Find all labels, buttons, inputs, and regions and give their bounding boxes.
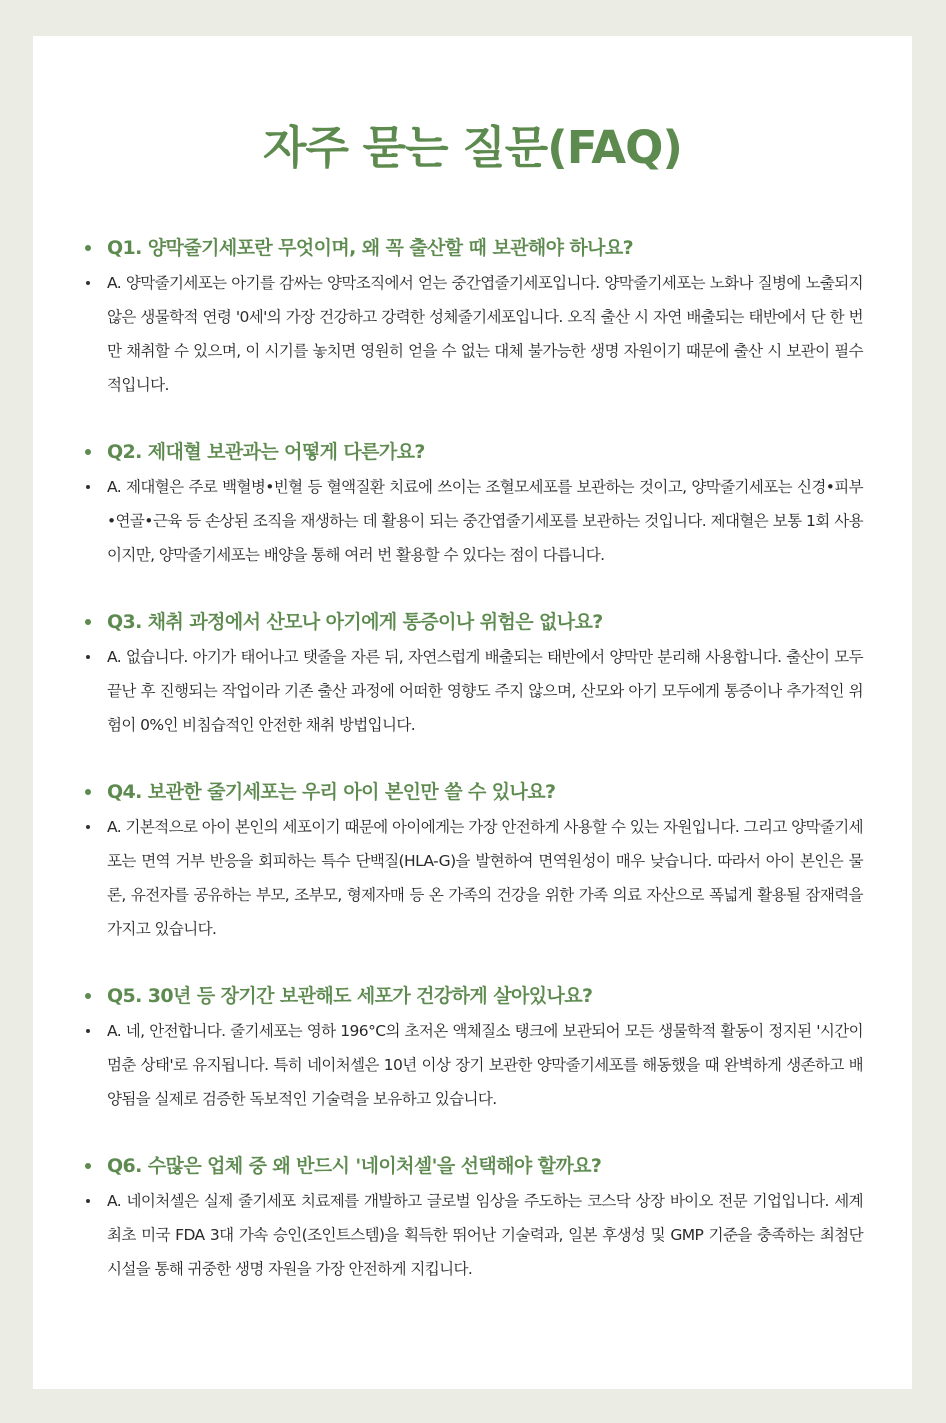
faq-question-text: Q3. 채취 과정에서 산모나 아기에게 통증이나 위험은 없나요? — [107, 611, 603, 633]
faq-item — [85, 232, 863, 402]
faq-item — [85, 1150, 863, 1286]
faq-question — [85, 1150, 863, 1182]
faq-item — [85, 980, 863, 1116]
bullet-icon — [85, 789, 91, 795]
bullet-icon — [86, 655, 90, 659]
faq-answer-text: A. 기본적으로 아이 본인의 세포이기 때문에 아이에게는 가장 안전하게 사용할 수 있는 자원입니다. 그리고 양막줄기세포는 면역 거부 반응을 회피하는 특수 단백질(HLA-G)을 발현하여 면역원성이 매우 낮습니다. 따라서 아이 본인은 물론, 유전자를 공유하는 부모, 조부모, 형제자매 등 온 가족의 건강을 위한 가족 의료 자산으로 폭넓게 활용될 잠재력을 가지고 있습니다. — [107, 818, 863, 938]
faq-answer — [85, 640, 863, 742]
bullet-icon — [85, 619, 91, 625]
faq-answer-text: A. 네이처셀은 실제 줄기세포 치료제를 개발하고 글로벌 임상을 주도하는 코스닥 상장 바이오 전문 기업입니다. 세계 최초 미국 FDA 3대 가속 승인(조인트스템)을 획득한 뛰어난 기술력과, 일본 후생성 및 GMP 기준을 충족하는 최첨단 시설을 통해 귀중한 생명 자원을 가장 안전하게 지킵니다. — [107, 1192, 863, 1278]
bullet-icon — [85, 449, 91, 455]
faq-question-text: Q5. 30년 등 장기간 보관해도 세포가 건강하게 살아있나요? — [107, 985, 593, 1007]
faq-answer — [85, 470, 863, 572]
page-title: 자주 묻는 질문(FAQ) — [263, 121, 682, 174]
faq-question — [85, 232, 863, 264]
faq-item — [85, 606, 863, 742]
faq-answer — [85, 266, 863, 402]
bullet-icon — [85, 245, 91, 251]
bullet-icon — [86, 825, 90, 829]
bullet-icon — [86, 1029, 90, 1033]
faq-list — [85, 232, 863, 1320]
faq-question — [85, 776, 863, 808]
faq-question-text: Q1. 양막줄기세포란 무엇이며, 왜 꼭 출산할 때 보관해야 하나요? — [107, 237, 634, 259]
faq-answer-text: A. 네, 안전합니다. 줄기세포는 영하 196°C의 초저온 액체질소 탱크에 보관되어 모든 생물학적 활동이 정지된 '시간이 멈춘 상태'로 유지됩니다. 특히 네이처셀은 10년 이상 장기 보관한 양막줄기세포를 해동했을 때 완벽하게 생존하고 배양됨을 실제로 검증한 독보적인 기술력을 보유하고 있습니다. — [107, 1022, 863, 1108]
faq-answer — [85, 1014, 863, 1116]
faq-question-text: Q6. 수많은 업체 중 왜 반드시 '네이처셀'을 선택해야 할까요? — [107, 1155, 602, 1177]
faq-question-text: Q4. 보관한 줄기세포는 우리 아이 본인만 쓸 수 있나요? — [107, 781, 556, 803]
faq-answer-text: A. 제대혈은 주로 백혈병•빈혈 등 혈액질환 치료에 쓰이는 조혈모세포를 보관하는 것이고, 양막줄기세포는 신경•피부•연골•근육 등 손상된 조직을 재생하는 데 활용이 되는 중간엽줄기세포를 보관하는 것입니다. 제대혈은 보통 1회 사용이지만, 양막줄기세포는 배양을 통해 여러 번 활용할 수 있다는 점이 다릅니다. — [107, 478, 863, 564]
faq-answer — [85, 810, 863, 946]
faq-item — [85, 436, 863, 572]
bullet-icon — [85, 1163, 91, 1169]
faq-question — [85, 980, 863, 1012]
bullet-icon — [86, 281, 90, 285]
faq-item — [85, 776, 863, 946]
faq-card — [33, 36, 912, 1389]
faq-question — [85, 436, 863, 468]
faq-question-text: Q2. 제대혈 보관과는 어떻게 다른가요? — [107, 441, 425, 463]
bullet-icon — [86, 485, 90, 489]
faq-answer — [85, 1184, 863, 1286]
bullet-icon — [85, 993, 91, 999]
faq-question — [85, 606, 863, 638]
faq-answer-text: A. 양막줄기세포는 아기를 감싸는 양막조직에서 얻는 중간엽줄기세포입니다. 양막줄기세포는 노화나 질병에 노출되지 않은 생물학적 연령 '0세'의 가장 건강하고 강력한 성체줄기세포입니다. 오직 출산 시 자연 배출되는 태반에서 단 한 번만 채취할 수 있으며, 이 시기를 놓치면 영원히 얻을 수 없는 대체 불가능한 생명 자원이기 때문에 출산 시 보관이 필수적입니다. — [107, 274, 863, 394]
faq-answer-text: A. 없습니다. 아기가 태어나고 탯줄을 자른 뒤, 자연스럽게 배출되는 태반에서 양막만 분리해 사용합니다. 출산이 모두 끝난 후 진행되는 작업이라 기존 출산 과정에 어떠한 영향도 주지 않으며, 산모와 아기 모두에게 통증이나 추가적인 위험이 0%인 비침습적인 안전한 채취 방법입니다. — [107, 648, 863, 734]
bullet-icon — [86, 1199, 90, 1203]
